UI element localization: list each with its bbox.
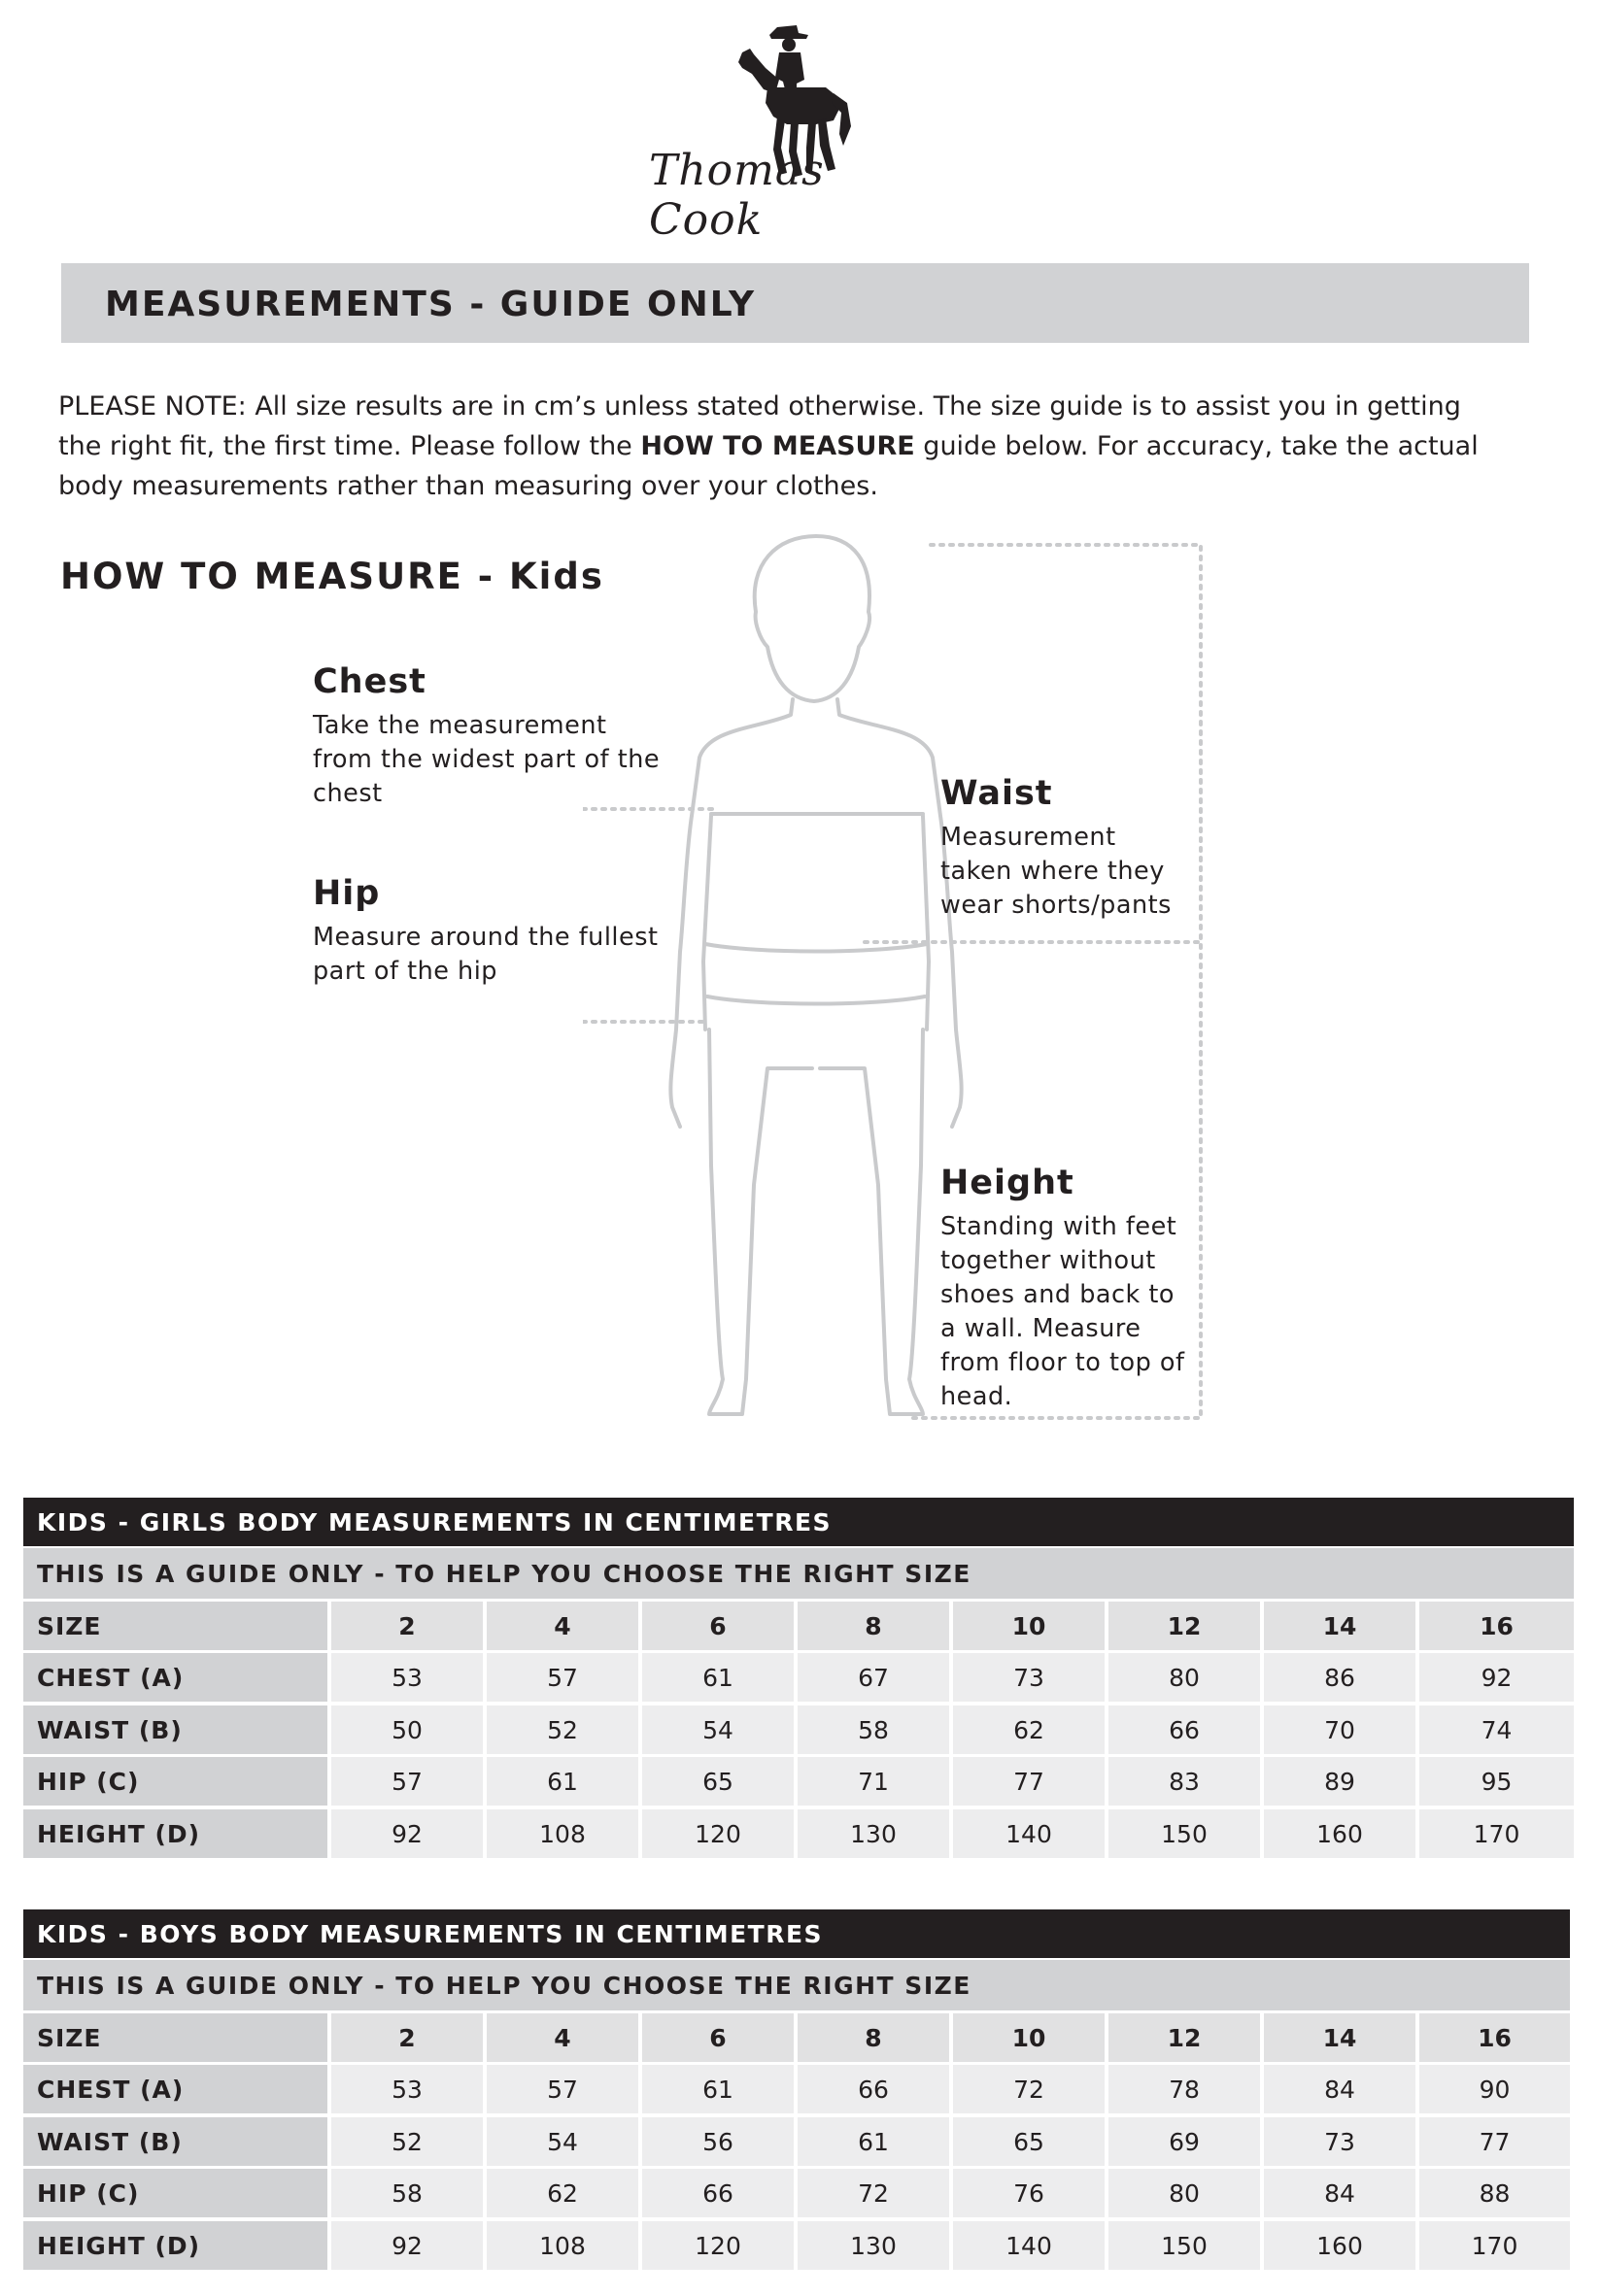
- table-header-row: [23, 1602, 1574, 1650]
- table-cell: 72: [953, 2065, 1105, 2113]
- table-cell: 57: [487, 1653, 638, 1702]
- note-text-2: guide below. For accuracy, take the actual body measurements rather than measuring over your clothes.: [58, 431, 1479, 501]
- row-label: HIP (C): [23, 1757, 327, 1806]
- table-cell: 61: [798, 2117, 949, 2166]
- table-row: [23, 2221, 1570, 2270]
- table-cell: 62: [953, 1705, 1105, 1754]
- table-cell: 53: [331, 2065, 483, 2113]
- row-label: CHEST (A): [23, 1653, 327, 1702]
- table-cell: 71: [798, 1757, 949, 1806]
- table-cell: 90: [1419, 2065, 1570, 2113]
- table-cell: 52: [331, 2117, 483, 2166]
- waist-heading: Waist: [940, 774, 1053, 813]
- table-subtitle: THIS IS A GUIDE ONLY - TO HELP YOU CHOOSE THE RIGHT SIZE: [37, 1559, 971, 1588]
- table-cell: 65: [953, 2117, 1105, 2166]
- table-cell: 130: [798, 2221, 949, 2270]
- table-cell: 58: [331, 2169, 483, 2217]
- table-row: [23, 1757, 1574, 1806]
- note-bold-text: HOW TO MEASURE: [640, 431, 915, 461]
- table-cell: 57: [487, 2065, 638, 2113]
- table-cell: 95: [1419, 1757, 1574, 1806]
- boys-size-table: [23, 1909, 1570, 2271]
- table-cell: 170: [1419, 1809, 1574, 1858]
- table-cell: 65: [642, 1757, 794, 1806]
- table-subtitle-row: [23, 1960, 1570, 2010]
- table-header-row: [23, 2013, 1570, 2062]
- size-cell: 2: [331, 1602, 483, 1650]
- brand-wordmark: Thomas Cook: [649, 146, 825, 245]
- waist-description: Measurement taken where they wear shorts/pants: [940, 823, 1172, 920]
- height-description: Standing with feet together without shoes and back to a wall. Measure from floor to top of head.: [940, 1212, 1185, 1411]
- size-cell: 16: [1419, 1602, 1574, 1650]
- how-to-measure-title: HOW TO MEASURE - Kids: [60, 556, 604, 597]
- hip-description: Measure around the fullest part of the hip: [313, 923, 659, 986]
- table-cell: 53: [331, 1653, 483, 1702]
- table-cell: 54: [487, 2117, 638, 2166]
- table-cell: 57: [331, 1757, 483, 1806]
- table-cell: 73: [1264, 2117, 1415, 2166]
- table-cell: 76: [953, 2169, 1105, 2217]
- table-title: KIDS - GIRLS BODY MEASUREMENTS IN CENTIMETRES: [37, 1507, 833, 1536]
- table-cell: 66: [798, 2065, 949, 2113]
- table-title-row: [23, 1909, 1570, 1958]
- section-header: [61, 263, 1529, 343]
- table-cell: 74: [1419, 1705, 1574, 1754]
- size-cell: 4: [487, 1602, 638, 1650]
- table-row: [23, 2065, 1570, 2113]
- chest-description: Take the measurement from the widest part of the chest: [313, 711, 661, 808]
- height-heading: Height: [940, 1164, 1074, 1202]
- table-cell: 160: [1264, 1809, 1415, 1858]
- table-cell: 78: [1108, 2065, 1260, 2113]
- table-cell: 67: [798, 1653, 949, 1702]
- table-cell: 108: [487, 2221, 638, 2270]
- row-label: HEIGHT (D): [23, 1809, 327, 1858]
- table-subtitle-row: [23, 1548, 1574, 1599]
- row-label: WAIST (B): [23, 2117, 327, 2166]
- table-cell: 72: [798, 2169, 949, 2217]
- table-row: [23, 1809, 1574, 1858]
- size-cell: 12: [1108, 1602, 1260, 1650]
- table-cell: 86: [1264, 1653, 1415, 1702]
- size-cell: 12: [1108, 2013, 1260, 2062]
- table-cell: 150: [1108, 1809, 1260, 1858]
- table-cell: 108: [487, 1809, 638, 1858]
- table-cell: 80: [1108, 2169, 1260, 2217]
- table-title: KIDS - BOYS BODY MEASUREMENTS IN CENTIMETRES: [37, 1919, 824, 1948]
- table-cell: 88: [1419, 2169, 1570, 2217]
- table-cell: 83: [1108, 1757, 1260, 1806]
- table-cell: 66: [642, 2169, 794, 2217]
- hip-heading: Hip: [313, 874, 381, 913]
- table-cell: 61: [642, 2065, 794, 2113]
- table-row: [23, 2117, 1570, 2166]
- table-cell: 170: [1419, 2221, 1570, 2270]
- table-cell: 150: [1108, 2221, 1260, 2270]
- size-cell: 6: [642, 1602, 794, 1650]
- table-row: [23, 1653, 1574, 1702]
- table-cell: 66: [1108, 1705, 1260, 1754]
- size-cell: 16: [1419, 2013, 1570, 2062]
- size-cell: 14: [1264, 2013, 1415, 2062]
- table-cell: 92: [1419, 1653, 1574, 1702]
- table-cell: 130: [798, 1809, 949, 1858]
- table-subtitle: THIS IS A GUIDE ONLY - TO HELP YOU CHOOSE THE RIGHT SIZE: [37, 1971, 971, 2000]
- table-cell: 58: [798, 1705, 949, 1754]
- row-label: WAIST (B): [23, 1705, 327, 1754]
- row-label: HIP (C): [23, 2169, 327, 2217]
- table-cell: 92: [331, 2221, 483, 2270]
- girls-size-table: [23, 1498, 1574, 1859]
- size-cell: 10: [953, 2013, 1105, 2062]
- size-cell: 4: [487, 2013, 638, 2062]
- size-cell: 6: [642, 2013, 794, 2062]
- table-cell: 77: [953, 1757, 1105, 1806]
- size-cell: 10: [953, 1602, 1105, 1650]
- table-cell: 140: [953, 2221, 1105, 2270]
- size-cell: 2: [331, 2013, 483, 2062]
- size-cell: 8: [798, 2013, 949, 2062]
- size-cell: 8: [798, 1602, 949, 1650]
- table-row: [23, 2169, 1570, 2217]
- table-cell: 56: [642, 2117, 794, 2166]
- row-label: HEIGHT (D): [23, 2221, 327, 2270]
- table-cell: 73: [953, 1653, 1105, 1702]
- table-title-row: [23, 1498, 1574, 1546]
- size-label: SIZE: [23, 2013, 327, 2062]
- table-cell: 120: [642, 1809, 794, 1858]
- size-label: SIZE: [23, 1602, 327, 1650]
- table-cell: 84: [1264, 2065, 1415, 2113]
- table-cell: 140: [953, 1809, 1105, 1858]
- table-cell: 54: [642, 1705, 794, 1754]
- size-cell: 14: [1264, 1602, 1415, 1650]
- row-label: CHEST (A): [23, 2065, 327, 2113]
- table-cell: 62: [487, 2169, 638, 2217]
- table-cell: 120: [642, 2221, 794, 2270]
- table-cell: 52: [487, 1705, 638, 1754]
- table-cell: 61: [487, 1757, 638, 1806]
- table-cell: 89: [1264, 1757, 1415, 1806]
- please-note-paragraph: [58, 387, 1486, 506]
- table-cell: 84: [1264, 2169, 1415, 2217]
- table-cell: 92: [331, 1809, 483, 1858]
- table-cell: 80: [1108, 1653, 1260, 1702]
- table-cell: 69: [1108, 2117, 1260, 2166]
- table-cell: 50: [331, 1705, 483, 1754]
- table-cell: 77: [1419, 2117, 1570, 2166]
- table-row: [23, 1705, 1574, 1754]
- table-cell: 61: [642, 1653, 794, 1702]
- chest-heading: Chest: [313, 662, 426, 701]
- page-title: MEASUREMENTS - GUIDE ONLY: [105, 285, 757, 324]
- note-text-1: PLEASE NOTE: All size results are in cm’s unless stated otherwise. The size guide is to assist you in getting the right fit, the first time. Please follow the: [58, 391, 1461, 461]
- table-cell: 160: [1264, 2221, 1415, 2270]
- table-cell: 70: [1264, 1705, 1415, 1754]
